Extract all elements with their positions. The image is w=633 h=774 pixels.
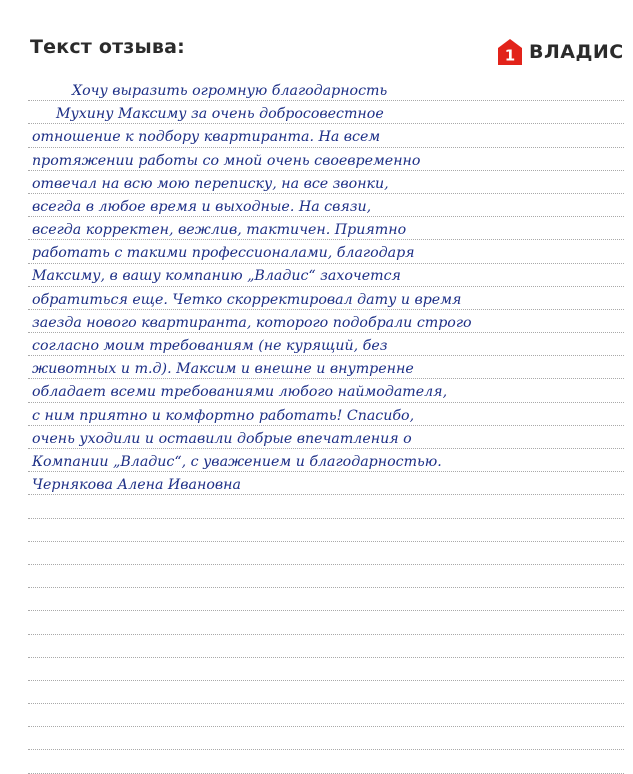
review-header (0, 0, 633, 72)
review-line: заезда нового квартиранта, которого подобрали строго (32, 314, 472, 331)
ruled-line (28, 333, 624, 356)
ruled-line (28, 750, 624, 773)
ruled-line (28, 78, 624, 101)
ruled-line (28, 519, 624, 542)
ruled-line (28, 310, 624, 333)
review-line: обратиться еще. Четко скорректировал дату и время (32, 291, 462, 308)
ruled-line (28, 565, 624, 588)
review-line: отношение к подбору квартиранта. На всем (32, 129, 381, 146)
review-line: всегда корректен, вежлив, тактичен. Приятно (32, 222, 407, 239)
review-line: обладает всеми требованиями любого наймодателя, (32, 384, 448, 401)
ruled-line (28, 588, 624, 611)
ruled-line (28, 449, 624, 472)
review-text-heading: Текст отзыва: (30, 36, 185, 58)
review-line: всегда в любое время и выходные. На связи, (32, 198, 372, 215)
review-line: согласно моим требованиям (не курящий, без (32, 338, 388, 355)
ruled-line (28, 495, 624, 518)
review-line: Компании „Владис“, с уважением и благодарностью. (32, 453, 442, 470)
ruled-line (28, 264, 624, 287)
ruled-line (28, 379, 624, 402)
review-line: работать с такими профессионалами, благодаря (32, 245, 415, 262)
review-line: с ним приятно и комфортно работать! Спасибо, (32, 407, 415, 424)
ruled-line (28, 611, 624, 634)
review-line: протяжении работы со мной очень своевременно (32, 152, 421, 169)
ruled-line (28, 472, 624, 495)
ruled-line (28, 171, 624, 194)
ruled-line (28, 658, 624, 681)
ruled-line (28, 240, 624, 263)
ruled-line (28, 287, 624, 310)
review-line: очень уходили и оставили добрые впечатления о (32, 430, 412, 447)
review-line: Максиму, в вашу компанию „Владис“ захочется (32, 268, 401, 285)
logo-badge-number: 1 (504, 46, 516, 65)
ruled-line (28, 704, 624, 727)
ruled-line (28, 148, 624, 171)
ruled-line (28, 217, 624, 240)
ruled-line (28, 681, 624, 704)
ruled-line (28, 727, 624, 750)
house-logo-icon (498, 39, 522, 65)
signature-line: Чернякова Алена Ивановна (32, 477, 241, 494)
review-line: Мухину Максиму за очень добросовестное (56, 106, 384, 123)
review-line: Хочу выразить огромную благодарность (72, 82, 388, 99)
review-line: животных и т.д). Максим и внешне и внутренне (32, 361, 414, 378)
ruled-line (28, 542, 624, 565)
ruled-line (28, 124, 624, 147)
ruled-line (28, 426, 624, 449)
review-line: отвечал на всю мою переписку, на все звонки, (32, 175, 389, 192)
ruled-line (28, 101, 624, 124)
ruled-line (28, 403, 624, 426)
ruled-line (28, 635, 624, 658)
logo-wordmark: ВЛАДИС (529, 41, 624, 63)
handwritten-review-sheet (28, 78, 624, 774)
vladis-logo (498, 38, 624, 66)
ruled-line (28, 194, 624, 217)
ruled-line (28, 356, 624, 379)
